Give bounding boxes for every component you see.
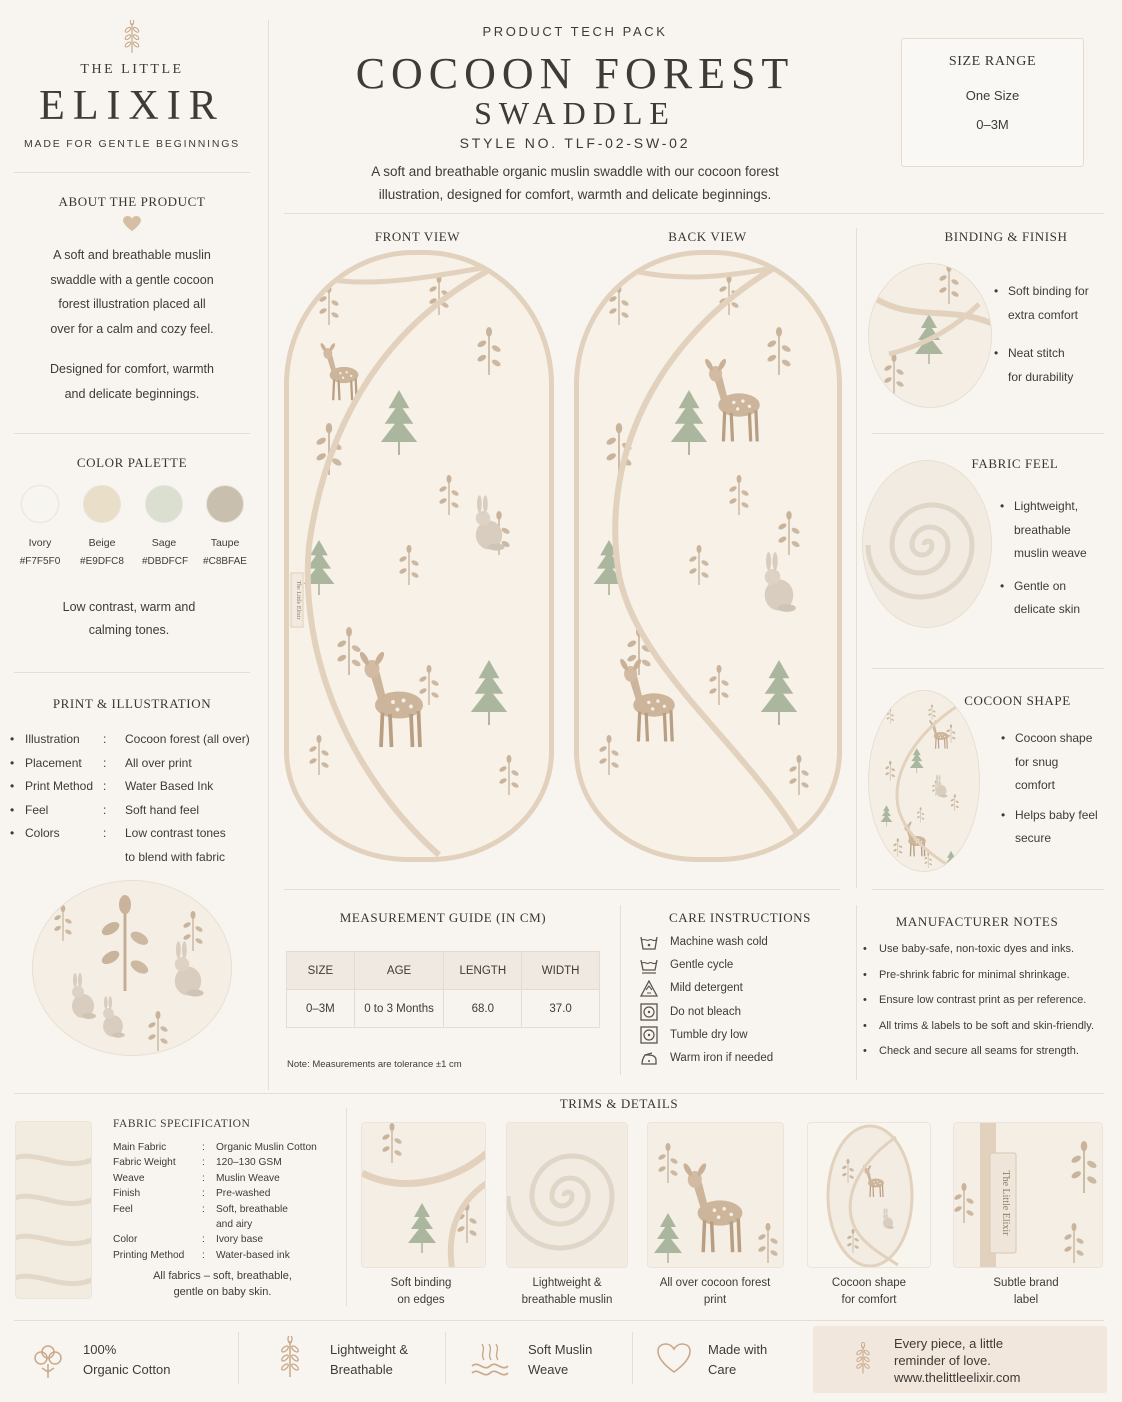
fabric-swatch-image bbox=[15, 1121, 92, 1299]
product-title: COCOON FOREST bbox=[355, 49, 795, 98]
cocoon-shape-image bbox=[868, 690, 980, 872]
size-range-title: SIZE RANGE bbox=[948, 54, 1037, 69]
size-range-box bbox=[901, 38, 1084, 167]
trim-cap-2: Lightweight & breathable muslin bbox=[521, 1277, 613, 1306]
gentle-wash-icon bbox=[640, 957, 658, 975]
cocoon-title: COCOON SHAPE bbox=[964, 693, 1071, 708]
care-item bbox=[640, 977, 840, 1000]
binding-detail-image bbox=[868, 263, 992, 408]
footer-care: Made with Care bbox=[656, 1336, 806, 1386]
palette-note: Low contrast, warm and calming tones. bbox=[62, 600, 196, 637]
color-swatch bbox=[203, 485, 247, 567]
care-item bbox=[640, 931, 840, 954]
spec-row: and airy bbox=[216, 1219, 253, 1231]
care-text: Gentle cycle bbox=[670, 959, 734, 972]
print-row: • Placement : All over print bbox=[10, 755, 192, 770]
spec-row: Finish : Pre-washed bbox=[113, 1188, 271, 1200]
brand-name: ELIXIR bbox=[39, 83, 225, 129]
spec-row: Feel : Soft, breathable bbox=[113, 1203, 288, 1215]
front-view-title: FRONT VIEW bbox=[374, 229, 461, 244]
trim-image-print bbox=[647, 1122, 784, 1268]
fabric-feel-image bbox=[862, 460, 992, 628]
manufacturer-note: • Pre-shrink fabric for minimal shrinkage. bbox=[863, 968, 1070, 981]
swatch-name: Beige bbox=[88, 537, 116, 549]
trim-image-binding bbox=[361, 1122, 486, 1268]
trims-title: TRIMS & DETAILS bbox=[559, 1096, 679, 1111]
footer-cotton: 100% Organic Cotton bbox=[28, 1336, 228, 1386]
brand-tagline: MADE FOR GENTLE BEGINNINGS bbox=[24, 138, 240, 150]
about-title: ABOUT THE PRODUCT bbox=[58, 194, 206, 209]
swatch-name: Sage bbox=[151, 537, 177, 549]
cotton-plant-icon bbox=[30, 1340, 66, 1380]
heart-icon bbox=[656, 1342, 692, 1374]
palette-title: COLOR PALETTE bbox=[76, 455, 188, 470]
sprig-icon bbox=[851, 1342, 875, 1378]
product-description: A soft and breathable organic muslin swaddle with our cocoon forest illustration, designed for comfort, warmth and delicate beginnings. bbox=[371, 164, 779, 202]
trim-image-label bbox=[953, 1122, 1103, 1268]
no-bleach-icon bbox=[640, 1003, 658, 1021]
sprig-logo-icon bbox=[118, 20, 146, 56]
swatch-circle bbox=[145, 485, 183, 523]
spec-row: Weave : Muslin Weave bbox=[113, 1172, 280, 1184]
trim-label-text: The Little Elixir bbox=[1000, 1170, 1011, 1236]
binding-title: BINDING & FINISH bbox=[944, 229, 1068, 244]
print-section bbox=[10, 696, 254, 869]
footer-lightweight: Lightweight & Breathable bbox=[272, 1336, 452, 1386]
spec-row: Fabric Weight : 120–130 GSM bbox=[113, 1157, 282, 1169]
trim-image-muslin bbox=[506, 1122, 628, 1268]
age-value: 0–3M bbox=[976, 117, 1009, 132]
care-title: CARE INSTRUCTIONS bbox=[668, 910, 811, 925]
spec-row: Printing Method : Water-based ink bbox=[113, 1249, 290, 1261]
promo-url[interactable]: www.thelittleelixir.com bbox=[894, 1370, 1021, 1385]
manufacturer-title: MANUFACTURER NOTES bbox=[895, 914, 1059, 929]
trim-cap-3: All over cocoon forest print bbox=[659, 1277, 771, 1306]
fabric-spec-title: FABRIC SPECIFICATION bbox=[113, 1118, 251, 1130]
print-row: • Print Method : Water Based Ink bbox=[10, 779, 214, 793]
detergent-triangle-icon bbox=[640, 980, 658, 998]
style-number: STYLE NO. TLF-02-SW-02 bbox=[459, 135, 691, 151]
print-title: PRINT & ILLUSTRATION bbox=[52, 696, 212, 711]
care-item bbox=[640, 1024, 840, 1047]
illustration-detail-image bbox=[32, 880, 232, 1056]
cocoon-bullets: • Cocoon shape for snug comfort • Helps baby feel secure bbox=[1001, 731, 1098, 845]
promo-line1: Every piece, a little bbox=[894, 1336, 1004, 1351]
swatch-circle bbox=[206, 485, 244, 523]
trim-cap-5: Subtle brand label bbox=[993, 1277, 1059, 1306]
swatch-hex: #DBDFCF bbox=[142, 556, 189, 567]
footer-muslin: Soft Muslin Weave bbox=[470, 1336, 640, 1386]
wash-tub-icon bbox=[640, 934, 658, 952]
swatch-circle bbox=[21, 485, 59, 523]
spec-row: Color : Ivory base bbox=[113, 1234, 263, 1246]
print-row: • Feel : Soft hand feel bbox=[10, 802, 200, 817]
back-view-title: BACK VIEW bbox=[668, 229, 747, 244]
wave-icon bbox=[470, 1342, 510, 1376]
about-p1: A soft and breathable muslin swaddle with a gentle cocoon forest illustration placed all over for a calm and cozy feel. bbox=[50, 248, 214, 336]
color-swatch bbox=[142, 485, 189, 567]
manufacturer-note: • Ensure low contrast print as per reference. bbox=[863, 994, 1087, 1007]
swatch-name: Taupe bbox=[210, 537, 240, 549]
color-swatch bbox=[18, 485, 62, 567]
kicker: PRODUCT TECH PACK bbox=[482, 24, 668, 39]
fabric-spec-note: All fabrics – soft, breathable, gentle on baby skin. bbox=[153, 1270, 292, 1298]
heart-icon bbox=[123, 216, 141, 232]
brand-logo bbox=[14, 20, 250, 160]
swatch-hex: #C8BFAE bbox=[203, 556, 247, 567]
fabric-feel-bullets: • Lightweight, breathable muslin weave • Gentle on delicate skin bbox=[1000, 499, 1087, 616]
promo-line2: reminder of love. bbox=[894, 1353, 991, 1368]
measurement-note: Note: Measurements are tolerance ±1 cm bbox=[287, 1059, 462, 1070]
print-row-cont: to blend with fabric bbox=[125, 849, 226, 864]
care-text: Machine wash cold bbox=[670, 936, 768, 948]
color-palette bbox=[14, 455, 250, 637]
brand-top: THE LITTLE bbox=[80, 62, 184, 77]
measurement-title: MEASUREMENT GUIDE (IN CM) bbox=[339, 910, 547, 925]
trim-image-cocoon bbox=[807, 1122, 931, 1268]
trim-cap-1: Soft binding on edges bbox=[390, 1277, 452, 1306]
care-item bbox=[640, 1047, 840, 1070]
manufacturer-note: • Use baby-safe, non-toxic dyes and inks. bbox=[863, 943, 1075, 955]
print-row: • Colors : Low contrast tones bbox=[10, 826, 226, 840]
fabric-spec-list bbox=[113, 1140, 343, 1263]
spec-row: Main Fabric : Organic Muslin Cotton bbox=[113, 1142, 317, 1153]
leaf-sprig-icon bbox=[274, 1336, 306, 1382]
about-section bbox=[14, 194, 250, 406]
care-list bbox=[640, 931, 840, 1070]
size-value: One Size bbox=[965, 88, 1020, 103]
manufacturer-note: • Check and secure all seams for strength. bbox=[863, 1045, 1079, 1058]
fabric-feel-title: FABRIC FEEL bbox=[971, 456, 1059, 471]
care-item bbox=[640, 954, 840, 977]
manufacturer-notes bbox=[863, 937, 1117, 1065]
print-row: • Illustration : Cocoon forest (all over) bbox=[10, 732, 250, 746]
footer-promo bbox=[813, 1326, 1107, 1393]
swatch-hex: #E9DFC8 bbox=[80, 556, 124, 567]
measurement-table: SIZE AGE LENGTH WIDTH 0–3M 0 to 3 Months 68.0 37.0 bbox=[286, 951, 600, 1028]
manufacturer-note: • All trims & labels to be soft and skin-friendly. bbox=[863, 1019, 1094, 1032]
product-subtitle: SWADDLE bbox=[474, 95, 676, 131]
care-text: Warm iron if needed bbox=[670, 1051, 774, 1064]
care-text: Do not bleach bbox=[670, 1005, 741, 1018]
color-swatch bbox=[80, 485, 124, 567]
tumble-dry-icon bbox=[640, 1026, 658, 1044]
brand-label-text: The Little Elixir bbox=[295, 580, 301, 620]
iron-icon bbox=[640, 1050, 658, 1068]
swatch-hex: #F7F5F0 bbox=[19, 556, 61, 567]
care-text: Tumble dry low bbox=[670, 1028, 748, 1041]
trim-cap-4: Cocoon shape for comfort bbox=[831, 1277, 907, 1306]
back-view-swaddle bbox=[574, 250, 842, 862]
about-p2: Designed for comfort, warmth and delicate beginnings. bbox=[50, 362, 214, 401]
binding-bullets: • Soft binding for extra comfort • Neat stitch for durability bbox=[994, 284, 1089, 384]
care-text: Mild detergent bbox=[670, 982, 743, 995]
care-item bbox=[640, 1001, 840, 1024]
front-view-swaddle bbox=[284, 250, 554, 862]
swatch-name: Ivory bbox=[28, 537, 52, 549]
swatch-circle bbox=[83, 485, 121, 523]
